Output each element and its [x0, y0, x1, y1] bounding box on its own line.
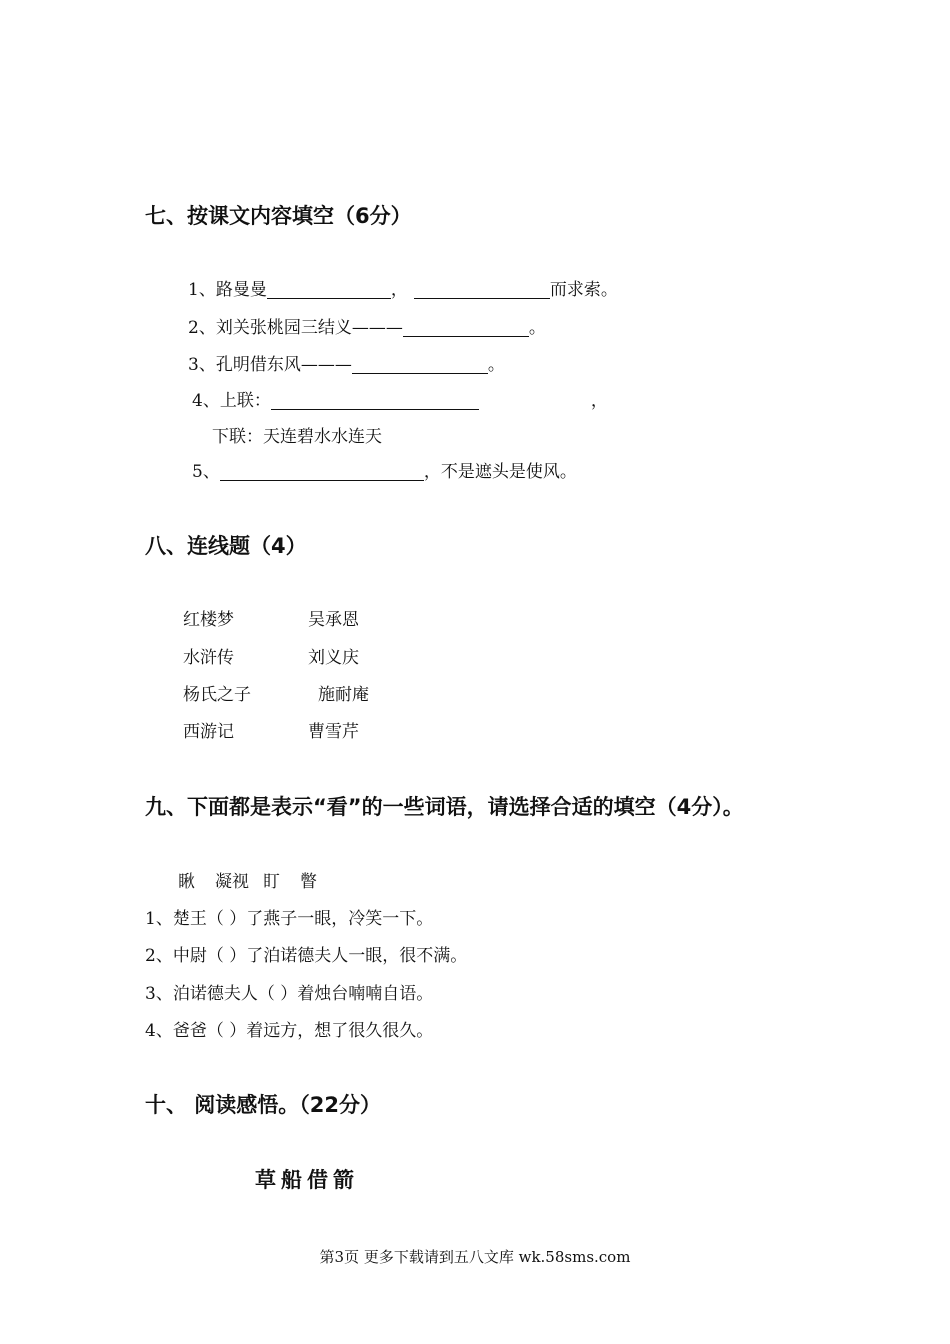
fill-item-1-prefix: 1、路曼曼: [188, 280, 267, 300]
section-7-heading: 七、按课文内容填空（6分）: [145, 204, 412, 228]
answer-blank[interactable]: [271, 391, 479, 410]
section-8-heading: 八、连线题（4）: [145, 534, 307, 558]
word-option: 瞅: [178, 872, 195, 892]
book-title[interactable]: 杨氏之子: [183, 685, 251, 705]
choice-item-4: 4、爸爸（ ）着远方，想了很久很久。: [145, 1021, 434, 1041]
fill-item-4-second-line: 下联：天连碧水水连天: [212, 427, 382, 447]
author-name[interactable]: 刘义庆: [308, 648, 359, 668]
book-title[interactable]: 水浒传: [183, 648, 234, 668]
page-footer: 第3页 更多下载请到五八文库 wk.58sms.com: [319, 1248, 631, 1266]
answer-blank[interactable]: [403, 318, 529, 337]
word-option: 凝视: [215, 872, 249, 892]
fill-item-3-suffix: 。: [487, 355, 505, 375]
fill-item-1-suffix: 而求索。: [549, 280, 618, 300]
choice-item-1: 1、楚王（ ）了燕子一眼，冷笑一下。: [145, 909, 434, 929]
choice-item-3: 3、泊诺德夫人（ ）着烛台喃喃自语。: [145, 984, 434, 1004]
fill-item-3-prefix: 3、孔明借东风———: [188, 355, 352, 375]
author-name[interactable]: 施耐庵: [318, 685, 369, 705]
book-title[interactable]: 红楼梦: [183, 610, 234, 630]
fill-item-2-suffix: 。: [528, 318, 546, 338]
fill-item-1-middle: ，: [390, 280, 408, 300]
fill-item-3: [188, 350, 505, 375]
section-10-heading: 十、 阅读感悟。（22分）: [145, 1093, 382, 1117]
word-bank: [178, 867, 317, 892]
fill-item-4: [192, 386, 608, 411]
fill-item-2: [188, 313, 546, 338]
fill-item-2-prefix: 2、刘关张桃园三结义———: [188, 318, 403, 338]
answer-blank[interactable]: [414, 280, 550, 299]
choice-item-2: 2、中尉（ ）了泊诺德夫人一眼，很不满。: [145, 946, 468, 966]
answer-blank[interactable]: [352, 355, 488, 374]
author-name[interactable]: 吴承恩: [308, 610, 359, 630]
word-option: 盯: [263, 872, 280, 892]
fill-item-1: [188, 275, 618, 300]
book-title[interactable]: 西游记: [183, 722, 234, 742]
fill-item-5-suffix: ，不是遮头是使风。: [423, 462, 577, 482]
fill-item-5: [192, 457, 577, 482]
answer-blank[interactable]: [220, 462, 424, 481]
fill-item-5-prefix: 5、: [192, 462, 220, 482]
word-option: 瞥: [300, 872, 317, 892]
author-name[interactable]: 曹雪芹: [308, 722, 359, 742]
section-9-heading: 九、下面都是表示“看”的一些词语，请选择合适的填空（4分）。: [145, 795, 744, 819]
fill-item-4-suffix: ，: [590, 391, 608, 411]
answer-blank[interactable]: [267, 280, 391, 299]
reading-passage-title: 草船借箭: [255, 1168, 359, 1192]
fill-item-4-prefix: 4、上联：: [192, 391, 271, 411]
